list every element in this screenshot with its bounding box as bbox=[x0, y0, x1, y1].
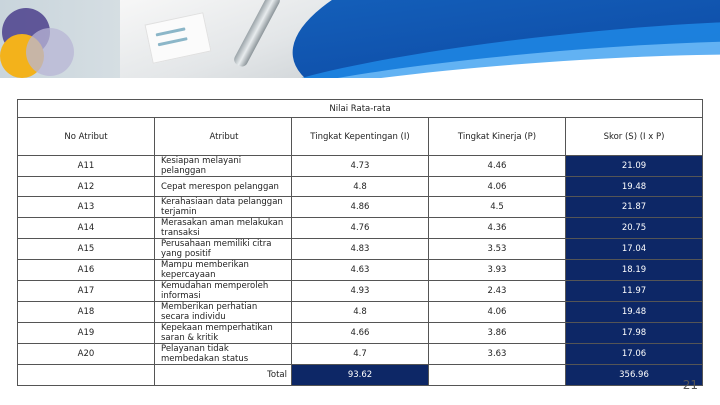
cell-kepentingan: 4.8 bbox=[292, 177, 429, 197]
table-row bbox=[18, 302, 703, 323]
cell-atribut: Kepekaan memperhatikan saran & kritik bbox=[155, 323, 292, 344]
cell-no: A16 bbox=[18, 260, 155, 281]
cell-no: A19 bbox=[18, 323, 155, 344]
cell-skor: 21.87 bbox=[566, 197, 703, 218]
score-table bbox=[17, 99, 703, 386]
table-row bbox=[18, 281, 703, 302]
cell-empty bbox=[429, 365, 566, 385]
cell-skor: 11.97 bbox=[566, 281, 703, 302]
cell-atribut: Pelayanan tidak membedakan status bbox=[155, 344, 292, 365]
cell-skor: 20.75 bbox=[566, 218, 703, 239]
cell-skor: 18.19 bbox=[566, 260, 703, 281]
cell-kepentingan: 4.76 bbox=[292, 218, 429, 239]
table-row bbox=[18, 344, 703, 365]
cell-atribut: Kerahasiaan data pelanggan terjamin bbox=[155, 197, 292, 218]
cell-no: A20 bbox=[18, 344, 155, 365]
cell-skor: 17.98 bbox=[566, 323, 703, 344]
table-row bbox=[18, 156, 703, 177]
cell-kepentingan: 4.63 bbox=[292, 260, 429, 281]
header-skor: Skor (S) (I x P) bbox=[566, 118, 703, 156]
cell-skor: 17.04 bbox=[566, 239, 703, 260]
cell-skor: 21.09 bbox=[566, 156, 703, 177]
table-row bbox=[18, 323, 703, 344]
cell-no: A12 bbox=[18, 177, 155, 197]
cell-kinerja: 3.93 bbox=[429, 260, 566, 281]
cell-kinerja: 4.46 bbox=[429, 156, 566, 177]
cell-kinerja: 4.36 bbox=[429, 218, 566, 239]
table-row bbox=[18, 260, 703, 281]
table-title-row bbox=[18, 100, 703, 118]
cell-kepentingan: 4.66 bbox=[292, 323, 429, 344]
banner-bottom-edge bbox=[0, 78, 720, 92]
header-kinerja: Tingkat Kinerja (P) bbox=[429, 118, 566, 156]
total-kepentingan: 93.62 bbox=[292, 365, 429, 385]
table-row bbox=[18, 177, 703, 197]
cell-kinerja: 3.53 bbox=[429, 239, 566, 260]
cell-atribut: Merasakan aman melakukan transaksi bbox=[155, 218, 292, 239]
header-no-atribut: No Atribut bbox=[18, 118, 155, 156]
cell-no: A11 bbox=[18, 156, 155, 177]
cell-atribut: Kemudahan memperoleh informasi bbox=[155, 281, 292, 302]
cell-atribut: Cepat merespon pelanggan bbox=[155, 177, 292, 197]
cell-atribut: Kesiapan melayani pelanggan bbox=[155, 156, 292, 177]
cell-kinerja: 4.5 bbox=[429, 197, 566, 218]
cell-atribut: Memberikan perhatian secara individu bbox=[155, 302, 292, 323]
total-skor: 356.96 bbox=[566, 365, 703, 385]
header-kepentingan: Tingkat Kepentingan (I) bbox=[292, 118, 429, 156]
header-atribut: Atribut bbox=[155, 118, 292, 156]
cell-atribut: Mampu memberikan kepercayaan bbox=[155, 260, 292, 281]
cell-no: A14 bbox=[18, 218, 155, 239]
cell-atribut: Perusahaan memiliki citra yang positif bbox=[155, 239, 292, 260]
table-row bbox=[18, 197, 703, 218]
table-title: Nilai Rata-rata bbox=[18, 100, 703, 118]
cell-skor: 19.48 bbox=[566, 177, 703, 197]
cell-kepentingan: 4.93 bbox=[292, 281, 429, 302]
cell-kepentingan: 4.86 bbox=[292, 197, 429, 218]
score-table-container bbox=[17, 99, 703, 386]
cell-kinerja: 4.06 bbox=[429, 177, 566, 197]
total-label: Total bbox=[155, 365, 292, 385]
cell-kepentingan: 4.8 bbox=[292, 302, 429, 323]
cell-skor: 17.06 bbox=[566, 344, 703, 365]
cell-skor: 19.48 bbox=[566, 302, 703, 323]
cell-no: A13 bbox=[18, 197, 155, 218]
table-header-row bbox=[18, 118, 703, 156]
cell-kinerja: 2.43 bbox=[429, 281, 566, 302]
cell-empty bbox=[18, 365, 155, 385]
decor-circle-lilac bbox=[26, 28, 74, 76]
table-total-row bbox=[18, 365, 703, 385]
cell-kinerja: 4.06 bbox=[429, 302, 566, 323]
cell-no: A15 bbox=[18, 239, 155, 260]
cell-no: A18 bbox=[18, 302, 155, 323]
cell-kinerja: 3.86 bbox=[429, 323, 566, 344]
header-banner bbox=[0, 0, 720, 92]
cell-kinerja: 3.63 bbox=[429, 344, 566, 365]
page-number: 21 bbox=[682, 378, 698, 392]
table-row bbox=[18, 239, 703, 260]
cell-kepentingan: 4.7 bbox=[292, 344, 429, 365]
cell-kepentingan: 4.83 bbox=[292, 239, 429, 260]
table-row bbox=[18, 218, 703, 239]
cell-no: A17 bbox=[18, 281, 155, 302]
cell-kepentingan: 4.73 bbox=[292, 156, 429, 177]
